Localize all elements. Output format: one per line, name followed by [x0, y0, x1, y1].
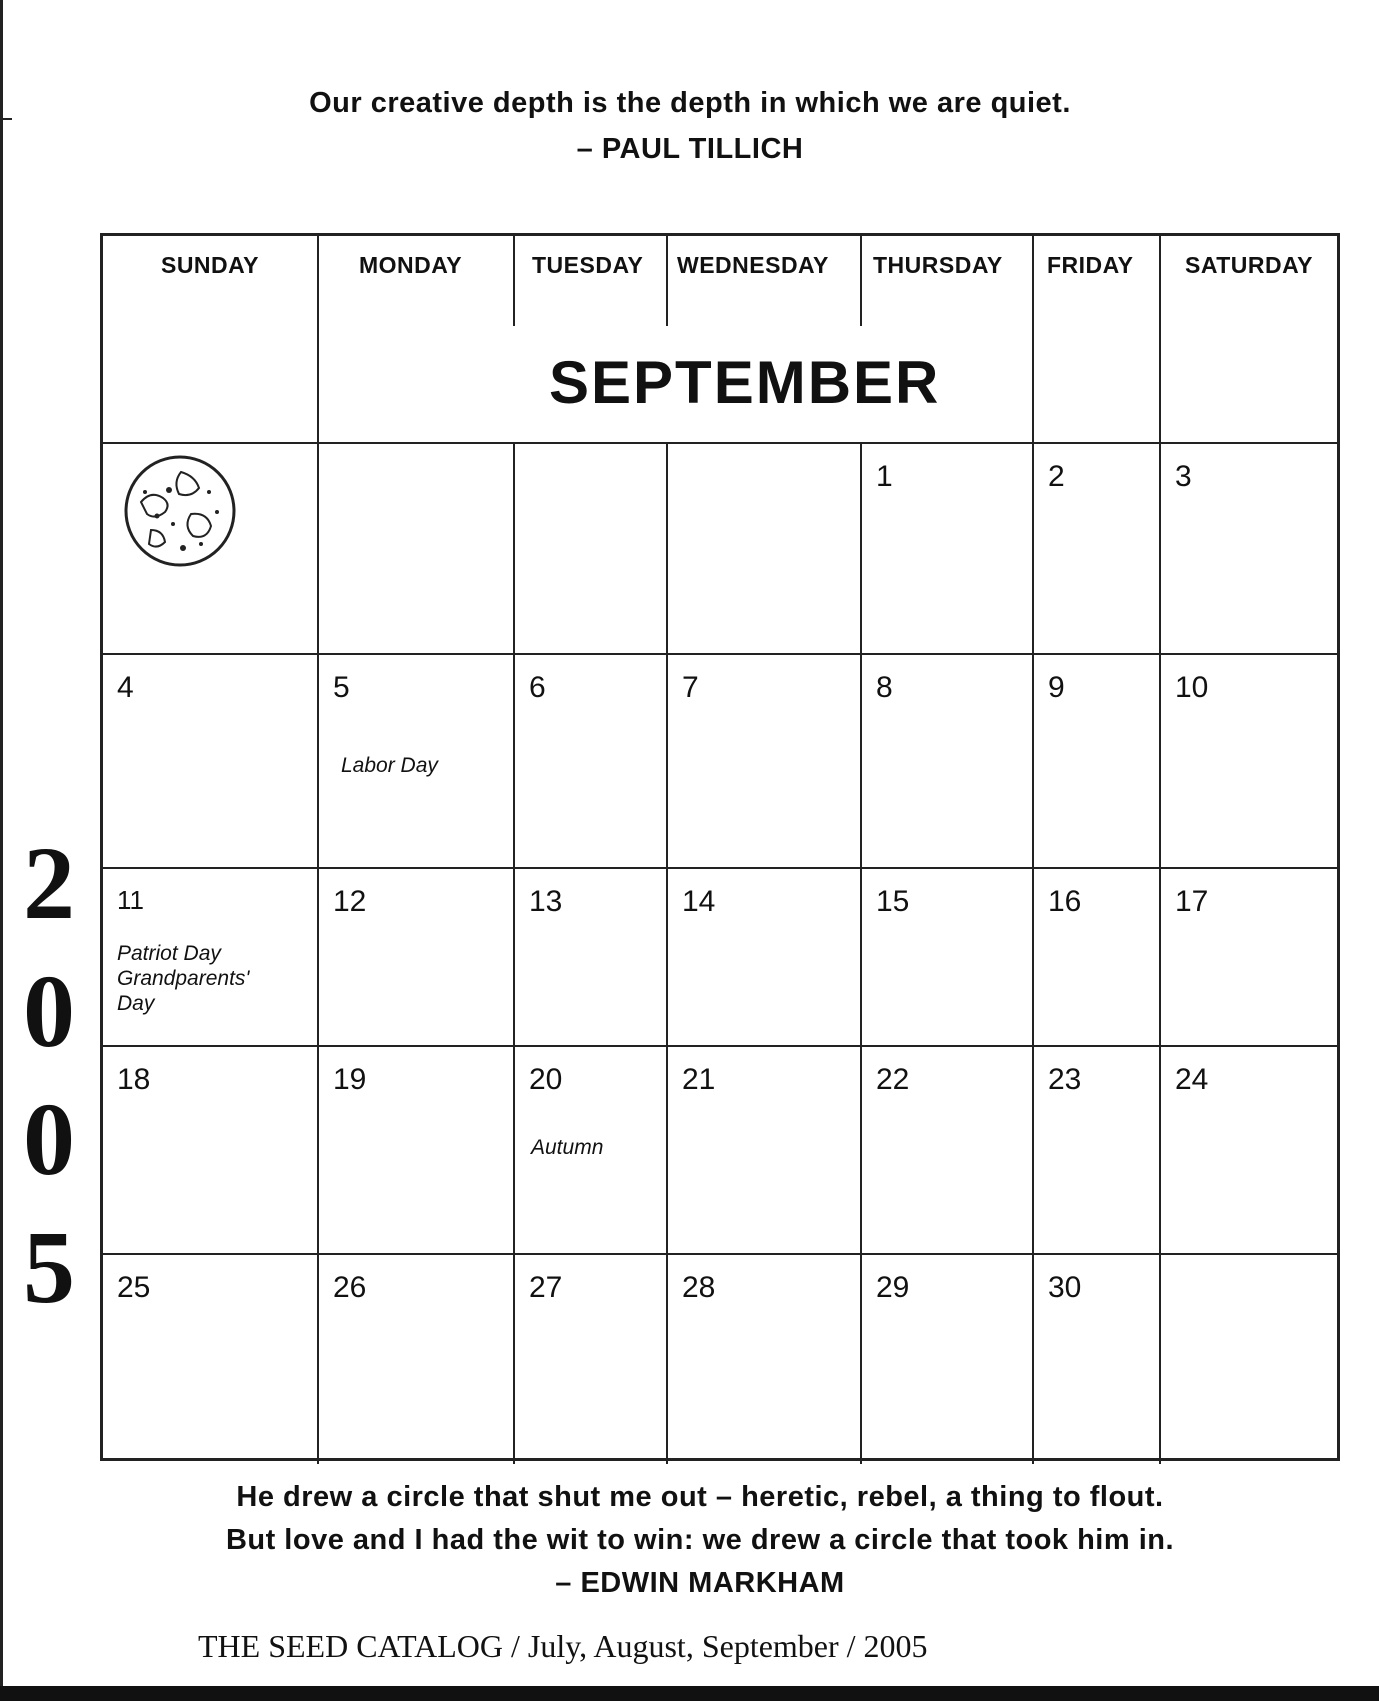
day-number: 3: [1175, 460, 1192, 493]
day-number: 6: [529, 671, 546, 704]
month-title: SEPTEMBER: [549, 349, 941, 416]
calendar-day-cell: [668, 1045, 862, 1253]
day-number: 30: [1048, 1271, 1082, 1304]
calendar-day-cell: [668, 442, 862, 653]
header-divider: [1032, 236, 1034, 442]
calendar-day-cell: [668, 1253, 862, 1464]
calendar-day-cell: [319, 867, 515, 1045]
holiday-label: Labor Day: [341, 754, 438, 777]
day-number: 29: [876, 1271, 910, 1304]
bottom-quote-line: But love and I had the wit to win: we drew a circle that took him in.: [225, 1524, 1175, 1556]
month-header-band: [319, 236, 1161, 442]
day-number: 11: [117, 885, 144, 915]
year-digit: 5: [23, 1210, 75, 1325]
header-divider: [513, 236, 515, 326]
calendar-day-cell: [319, 1045, 515, 1253]
calendar-day-cell: [862, 1045, 1034, 1253]
calendar-day-cell: [515, 1253, 668, 1464]
day-number: 25: [117, 1271, 151, 1304]
header-divider: [860, 236, 862, 326]
day-number: 28: [682, 1271, 716, 1304]
day-number: 13: [529, 885, 563, 918]
top-quote-text: Our creative depth is the depth in which we are quiet.: [309, 87, 1071, 119]
day-number: 8: [876, 671, 893, 704]
day-number: 18: [117, 1063, 151, 1096]
calendar-day-cell: [1161, 1045, 1337, 1253]
day-number: 26: [333, 1271, 367, 1304]
year-digit: 2: [23, 826, 75, 941]
calendar-day-cell: [515, 1045, 668, 1253]
day-number: 15: [876, 885, 910, 918]
day-header-saturday: SATURDAY: [1185, 252, 1313, 278]
calendar-day-cell: [1034, 653, 1161, 867]
day-number: 27: [529, 1271, 563, 1304]
calendar-day-cell: [1034, 442, 1161, 653]
calendar-day-cell: [319, 1253, 515, 1464]
calendar-day-cell: [862, 1253, 1034, 1464]
day-number: 10: [1175, 671, 1209, 704]
day-number: 17: [1175, 885, 1209, 918]
day-header-thursday: THURSDAY: [873, 252, 1003, 278]
day-number: 20: [529, 1063, 563, 1096]
header-divider: [666, 236, 668, 326]
left-border-tick: [0, 118, 12, 120]
calendar-day-cell: [319, 653, 515, 867]
calendar-day-cell: [1034, 1253, 1161, 1464]
day-number: 16: [1048, 885, 1082, 918]
calendar-day-cell: [862, 653, 1034, 867]
calendar-day-cell: [515, 867, 668, 1045]
year-digit: 0: [23, 1082, 75, 1197]
day-number: 9: [1048, 671, 1065, 704]
day-number: 14: [682, 885, 716, 918]
top-quote-author: – PAUL TILLICH: [576, 133, 804, 165]
day-header-friday: FRIDAY: [1047, 252, 1134, 278]
calendar-day-cell: [103, 867, 319, 1045]
calendar-day-cell: [862, 442, 1034, 653]
bottom-quote-author: – EDWIN MARKHAM: [555, 1567, 845, 1599]
calendar-day-cell: [1161, 442, 1337, 653]
calendar-day-cell: [1161, 653, 1337, 867]
day-number: 2: [1048, 460, 1065, 493]
calendar-day-cell: [1161, 867, 1337, 1045]
calendar-day-cell: [319, 442, 515, 653]
day-header-monday: MONDAY: [359, 252, 463, 278]
holiday-label: Patriot Day Grandparents' Day: [117, 942, 250, 1015]
day-header-tuesday: TUESDAY: [532, 252, 644, 278]
calendar-day-cell: [668, 653, 862, 867]
day-number: 1: [876, 460, 893, 493]
calendar-day-cell: [1034, 867, 1161, 1045]
day-header-sunday: SUNDAY: [103, 236, 319, 442]
full-moon-icon: [121, 452, 239, 570]
year-vertical: [14, 820, 84, 1332]
day-number: 5: [333, 671, 350, 704]
season-label: Autumn: [531, 1136, 604, 1159]
top-quote: [150, 80, 1230, 172]
calendar-day-cell: [515, 442, 668, 653]
day-number: 21: [682, 1063, 716, 1096]
calendar-day-cell: [862, 867, 1034, 1045]
publication-footer: THE SEED CATALOG / July, August, September / 2005: [198, 1628, 928, 1664]
calendar-grid: [100, 233, 1340, 1461]
calendar-day-cell: [668, 867, 862, 1045]
bottom-quote-line: He drew a circle that shut me out – heretic, rebel, a thing to flout.: [236, 1481, 1164, 1513]
day-number: 23: [1048, 1063, 1082, 1096]
day-number: 24: [1175, 1063, 1209, 1096]
day-header-wednesday: WEDNESDAY: [677, 252, 829, 278]
calendar-day-cell: [1034, 1045, 1161, 1253]
day-number: 19: [333, 1063, 367, 1096]
calendar-day-cell: [103, 1253, 319, 1464]
calendar-day-cell: [103, 1045, 319, 1253]
year-digit: 0: [23, 954, 75, 1069]
calendar-day-cell: [103, 442, 319, 653]
day-number: 4: [117, 671, 134, 704]
day-number: 22: [876, 1063, 910, 1096]
day-number: 7: [682, 671, 699, 704]
calendar-day-cell: [103, 653, 319, 867]
day-number: 12: [333, 885, 367, 918]
calendar-day-cell: [515, 653, 668, 867]
calendar-day-cell: [1161, 1253, 1337, 1464]
scan-bottom-edge: [0, 1686, 1379, 1701]
left-border-line: [0, 0, 3, 1701]
bottom-quote: [110, 1476, 1290, 1605]
